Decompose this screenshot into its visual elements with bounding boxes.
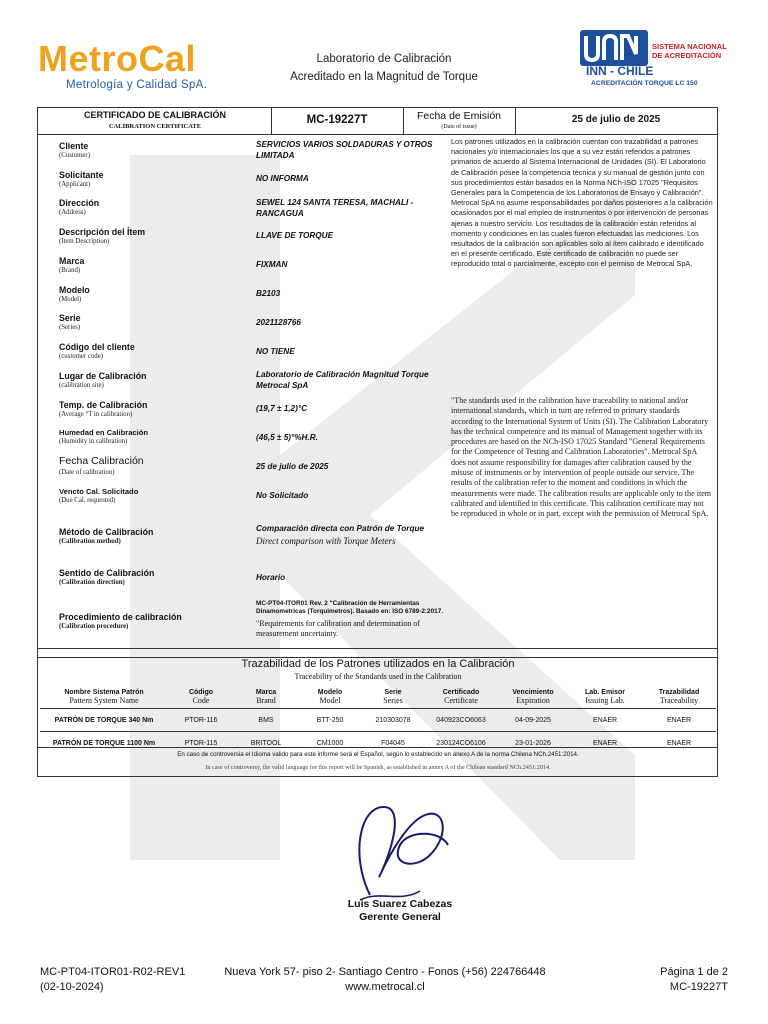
language-note-es: En caso de controversia el Idioma valido para este informe será el Español, según lo establecido en anexo A de la norma Chilena NCh.2451:2014. — [177, 751, 579, 758]
field-value-marca: FIXMAN — [256, 260, 288, 269]
field-label-en: (Average °T in calibration) — [59, 411, 133, 418]
table-header-row-en — [40, 696, 716, 709]
disclaimer-en: "The standards used in the calibration have traceability to national and/or international standards, which in turn are referred to primary standards according to the International System of Units (SI). The Calibration Laboratory has the technical competence and its manual of Management together with its procedures are based on the NCh-ISO 17025 Standard "General Requirements for the Competence of Testing and Calibration Laboratories". Metrocal SpA does not assume responsibility for damages after calibration caused by the misuse of instruments or by intervention of people outside our service. The results of the calibration refer to the moment and conditions in which the measurements were made. The calibration results are applicable only to the item calibrated and identified in this certificate. This calibration certificate may not be reproduced in whole or in part, except with the permission of Metrocal SpA. — [451, 396, 712, 519]
field-label-cliente: Cliente — [59, 141, 89, 151]
table-cell: ENAER — [642, 709, 716, 732]
field-label-en: (Model) — [59, 296, 82, 303]
field-label-en: (Calibration method) — [59, 538, 121, 545]
field-label-en: (Customer) — [59, 152, 90, 159]
field-value-codigo: NO TIENE — [256, 347, 295, 356]
traceability-table — [40, 684, 716, 754]
table-header-row — [40, 684, 716, 696]
field-label-en: (Item Description) — [59, 238, 110, 245]
field-label-fecha: Fecha Calibración — [59, 455, 144, 467]
th-en: Certificate — [444, 696, 478, 705]
table-cell: F04045 — [362, 732, 424, 755]
header-divider — [37, 134, 718, 135]
disclaimer-es: Los patrones utilizados en la calibración cuentan con trazabilidad a patrones nacionales y/o internacionales los que a su vez están referidos a patrones primarios de acuerdo al Sistema Internacional de Unidades (SI). El Laboratorio de Calibración posee la competencia técnica y su manual de gestión junto con sus procedimientos están basados en la Norma NCh-ISO 17025 "Requisitos Generales para la Competencia de los Laboratorios de Ensayo y Calibración". Metrocal SpA no asume responsabilidades por daños posteriores a la calibración ocasionados por el mal empleo de instrumentos o por intervención de personas ajenas a nuestro servicio. Los resultados de la calibración están referidos al momento y condiciones en las cuales fueron efectuadas las mediciones. Los resultados de la calibración son aplicables solo al ítem calibrado e identificado en el presente certificado. Este certificado de calibración no puede ser reproducido total o parcialmente, excepto con el permiso de Metrocal SpA. — [451, 137, 713, 269]
th-modelo: Modelo — [317, 689, 343, 696]
field-label-en: (Date of calibration) — [59, 469, 115, 476]
field-value-serie: 2021128766 — [256, 318, 301, 327]
th-en: Pattern System Name — [69, 696, 139, 705]
field-value-temp: (19,7 ± 1,2)°C — [256, 404, 307, 413]
field-label-codigo: Código del cliente — [59, 342, 135, 352]
sna-label — [652, 42, 727, 60]
field-label-en: (Due Cal. requested) — [59, 497, 116, 504]
footer-address: Nueva York 57- piso 2- Santiago Centro - Fonos (+56) 224766448 — [224, 966, 546, 978]
accreditation-label: ACREDITACIÓN TORQUE LC 150 — [591, 80, 698, 87]
sna-line1: SISTEMA NACIONAL — [652, 42, 727, 51]
field-value-metodo: Comparación directa con Patrón de Torque — [256, 524, 425, 533]
lab-line2: Acreditado en la Magnitud de Torque — [290, 71, 478, 83]
doc-code: MC-PT04-ITOR01-R02-REV1 — [40, 966, 186, 978]
certificate-number: MC-19227T — [306, 114, 368, 126]
field-label-modelo: Modelo — [59, 285, 90, 295]
field-value-procedimiento-en: "Requirements for calibration and determination of measurement uncertainty. — [256, 619, 420, 638]
field-label-descripcion: Descripción del Ítem — [59, 227, 146, 237]
issue-date-label-en: (Date of issue) — [441, 124, 477, 130]
field-label-en: (calibration site) — [59, 382, 104, 389]
field-label-lugar: Lugar de Calibración — [59, 371, 147, 381]
field-label-metodo: Método de Calibración — [59, 527, 154, 537]
page-number: Página 1 de 2 — [660, 966, 728, 978]
th-marca: Marca — [255, 689, 277, 696]
th-en: Code — [192, 696, 210, 705]
section-divider — [37, 648, 718, 649]
field-value-metodo-en: Direct comparison with Torque Meters — [256, 536, 396, 546]
field-label-marca: Marca — [59, 256, 85, 266]
signer-name: Luis Suarez Cabezas — [347, 898, 453, 910]
table-cell: PATRÓN DE TORQUE 1100 Nm — [40, 732, 168, 755]
field-label-en: (Calibration direction) — [59, 579, 125, 586]
lab-heading — [250, 50, 518, 86]
field-value-direccion: SEWEL 124 SANTA TERESA, MACHALI - RANCAGUA — [256, 198, 414, 218]
table-cell: BRITOOL — [234, 732, 298, 755]
field-value-cliente: SERVICIOS VARIOS SOLDADURAS Y OTROS LIMITADA — [256, 140, 433, 160]
table-cell: PTOR-116 — [168, 709, 234, 732]
th-en: Brand — [256, 696, 276, 705]
inn-logo-icon — [580, 30, 648, 66]
section-divider — [37, 747, 718, 748]
table-cell: PATRÓN DE TORQUE 340 Nm — [40, 709, 168, 732]
field-label-en: (Address) — [59, 209, 86, 216]
certificate-title: CERTIFICADO DE CALIBRACIÓN — [84, 110, 226, 120]
sna-line2: DE ACREDITACIÓN — [652, 51, 722, 60]
logo-word: MetroCal — [38, 38, 197, 79]
traceability-title: Trazabilidad de los Patrones utilizados en la Calibración — [241, 658, 515, 670]
th-certificado: Certificado — [442, 689, 480, 696]
field-value-sentido: Horario — [256, 573, 286, 582]
field-label-procedimiento: Procedimiento de calibración — [59, 612, 182, 622]
field-label-solicitante: Solicitante — [59, 170, 104, 180]
th-en: Traceability — [659, 696, 699, 705]
field-label-en: (customer code) — [59, 353, 103, 360]
field-label-en: (Calibration procedure) — [59, 623, 129, 630]
field-value-humedad: (46,5 ± 5)°%H.R. — [256, 433, 318, 442]
table-cell: CM1000 — [298, 732, 362, 755]
lab-line1: Laboratorio de Calibración — [316, 53, 452, 65]
table-cell: 210303078 — [362, 709, 424, 732]
th-en: Expiration — [516, 696, 550, 705]
th-vencimiento: Vencimiento — [512, 689, 554, 696]
th-nombre: Nombre Sistema Patrón — [64, 689, 144, 696]
issue-date: 25 de julio de 2025 — [571, 114, 661, 125]
field-value-procedimiento: MC-PT04-ITOR01 Rev. 2 "Calibración de Herramientas Dinamometricas (Torquimetros). Basado en: ISO 6789-2:2017. — [256, 600, 444, 615]
field-label-serie: Serie — [59, 313, 81, 323]
field-label-humedad: Humedad en Calibración — [59, 428, 149, 437]
issue-date-label: Fecha de Emisión — [416, 110, 502, 122]
footer-website[interactable]: www.metrocal.cl — [345, 981, 425, 993]
table-cell: PTOR-115 — [168, 732, 234, 755]
table-cell: ENAER — [568, 732, 642, 755]
th-lab: Lab. Emisor — [584, 689, 626, 696]
field-value-descripcion: LLAVE DE TORQUE — [256, 231, 334, 240]
field-value-solicitante: NO INFORMA — [256, 174, 309, 183]
inn-label: INN - CHILE — [586, 64, 654, 78]
metrocal-logo — [38, 38, 196, 80]
field-value-vencto: No Solicitado — [256, 491, 309, 500]
table-cell: BMS — [234, 709, 298, 732]
field-label-en: (Applicant) — [59, 181, 91, 188]
th-en: Model — [319, 696, 341, 705]
table-cell: ENAER — [642, 732, 716, 755]
field-value-fecha: 25 de julio de 2025 — [256, 462, 329, 471]
footer-cert-number: MC-19227T — [669, 981, 728, 993]
table-cell: 230124CO6106 — [424, 732, 498, 755]
traceability-subtitle: Traceability of the Standards used in the Calibration — [294, 672, 462, 681]
field-value-modelo: B2103 — [256, 289, 281, 298]
th-en: Series — [383, 696, 403, 705]
field-value-lugar: Laboratorio de Calibración Magnitud Torque Metrocal SpA — [256, 370, 429, 390]
table-cell: ENAER — [568, 709, 642, 732]
doc-date: (02-10-2024) — [40, 981, 104, 993]
logo-tagline: Metrología y Calidad SpA. — [66, 79, 208, 91]
table-cell: BTT-250 — [298, 709, 362, 732]
th-en: Issuing Lab. — [585, 696, 625, 705]
field-label-temp: Temp. de Calibración — [59, 400, 148, 410]
certificate-title-en: CALIBRATION CERTIFICATE — [108, 123, 202, 130]
field-label-en: (Brand) — [59, 267, 81, 274]
th-serie: Serie — [384, 689, 402, 696]
signer-role: Gerente General — [359, 911, 441, 923]
signature-icon — [330, 795, 460, 910]
th-codigo: Código — [188, 689, 214, 696]
table-cell: 23-01-2026 — [498, 732, 568, 755]
field-label-en: (Humidity in calibration) — [59, 438, 128, 445]
field-label-en: (Series) — [59, 324, 81, 331]
field-label-sentido: Sentido de Calibración — [59, 568, 155, 578]
language-note-en: In case of controversy, the valid language for this report will be Spanish, as established in annex A of the Chilean standard NCh.2451:2014. — [205, 764, 551, 771]
field-label-vencto: Vencto Cal. Solicitado — [59, 487, 139, 496]
table-cell: 040923CO6063 — [424, 709, 498, 732]
th-trazabilidad: Trazabilidad — [658, 689, 700, 696]
table-cell: 04-09-2025 — [498, 709, 568, 732]
table-row — [40, 709, 716, 732]
field-label-direccion: Dirección — [59, 198, 100, 208]
